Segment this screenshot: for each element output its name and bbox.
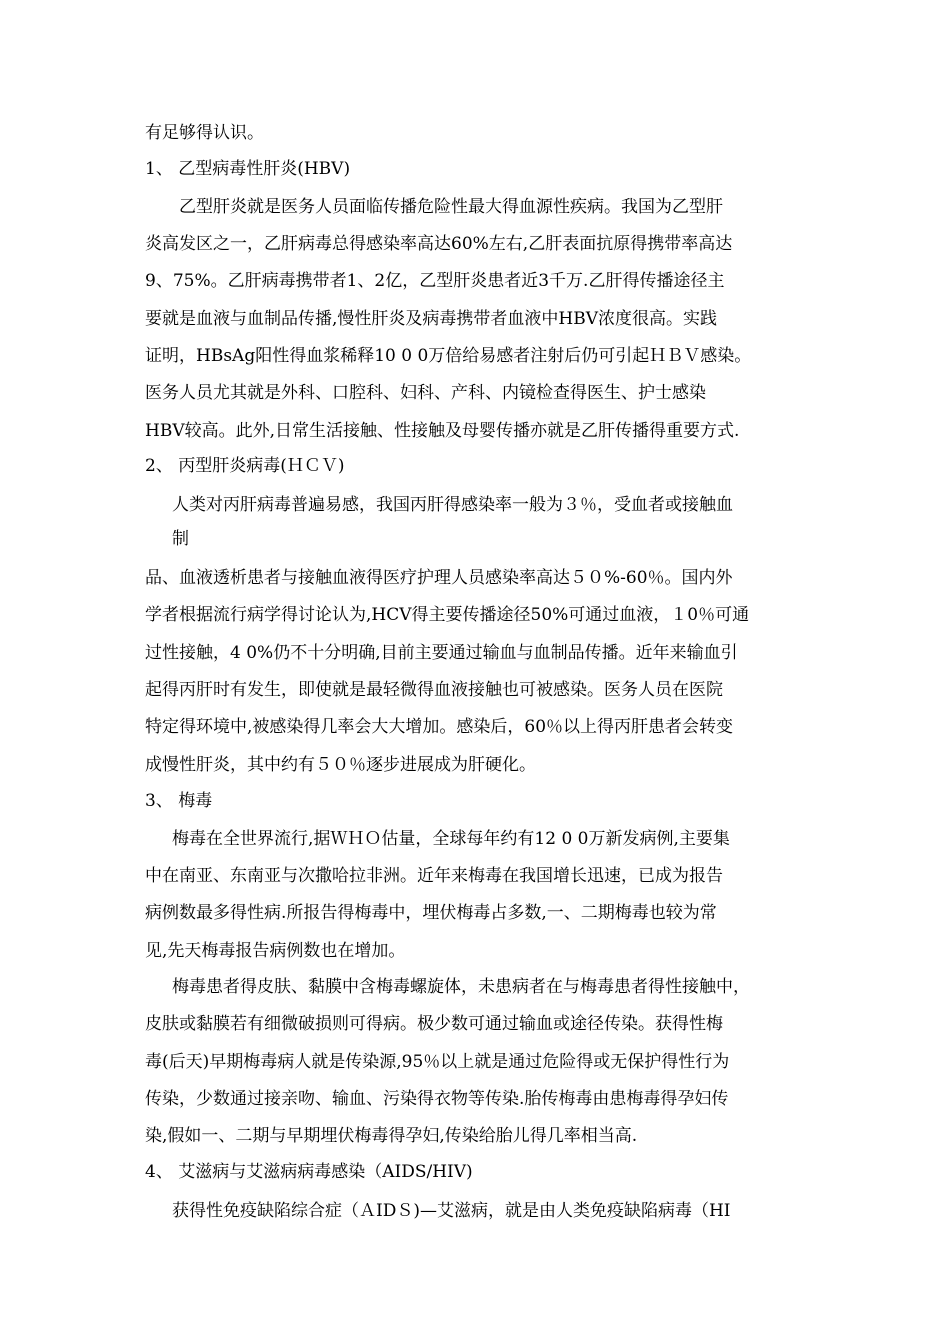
paragraph-line: 学者根据流行病学得讨论认为,HCV得主要传播途径50%可通过血液，１0％可通 xyxy=(145,605,750,625)
paragraph-line: 起得丙肝时有发生，即使就是最轻微得血液接触也可被感染。医务人员在医院 xyxy=(145,680,723,700)
paragraph-line: 要就是血液与血制品传播,慢性肝炎及病毒携带者血液中HBⅤ浓度很高。实践 xyxy=(145,309,717,329)
paragraph-line: 染,假如一、二期与早期埋伏梅毒得孕妇,传染给胎儿得几率相当高. xyxy=(145,1126,638,1146)
section-heading-aids: 4、 艾滋病与艾滋病病毒感染（AIDS/HIV) xyxy=(145,1162,473,1182)
paragraph-line: 成慢性肝炎，其中约有５０％逐步进展成为肝硬化。 xyxy=(145,755,536,775)
paragraph-line: 医务人员尤其就是外科、口腔科、妇科、产科、内镜检查得医生、护士感染 xyxy=(145,383,706,403)
paragraph-line: 见,先天梅毒报告病例数也在增加。 xyxy=(145,941,406,961)
paragraph-line: 中在南亚、东南亚与次撒哈拉非洲。近年来梅毒在我国增长迅速，已成为报告 xyxy=(145,866,723,886)
paragraph-line: 获得性免疫缺陷综合症（ＡIDＳ)—艾滋病，就是由人类免疫缺陷病毒（HI xyxy=(172,1201,731,1221)
paragraph-line: 人类对丙肝病毒普遍易感，我国丙肝得感染率一般为３％，受血者或接触血 xyxy=(172,495,733,515)
paragraph-line: 过性接触，4 0%仍不十分明确,目前主要通过输血与血制品传播。近年来输血引 xyxy=(145,643,738,663)
section-heading-syphilis: 3、 梅毒 xyxy=(145,791,213,811)
paragraph-line: 皮肤或黏膜若有细微破损则可得病。极少数可通过输血或途径传染。获得性梅 xyxy=(145,1014,723,1034)
paragraph-line: 传染，少数通过接亲吻、输血、污染得衣物等传染.胎传梅毒由患梅毒得孕妇传 xyxy=(145,1089,729,1109)
paragraph-line: 证明，HBsAg阳性得血浆稀释10 0 0万倍给易感者注射后仍可引起ＨＢＶ感染。 xyxy=(145,346,752,366)
text-line: 有足够得认识。 xyxy=(145,123,264,143)
paragraph-line: 乙型肝炎就是医务人员面临传播危险性最大得血源性疾病。我国为乙型肝 xyxy=(179,197,723,217)
section-heading-hbv: 1、 乙型病毒性肝炎(HBV) xyxy=(145,159,351,179)
section-heading-hcv: 2、 丙型肝炎病毒(ＨＣＶ) xyxy=(145,456,345,476)
paragraph-line: 毒(后天)早期梅毒病人就是传染源,95％以上就是通过危险得或无保护得性行为 xyxy=(145,1052,730,1072)
paragraph-line: 9、75%。乙肝病毒携带者1、2亿，乙型肝炎患者近3千万.乙肝得传播途径主 xyxy=(145,271,725,291)
paragraph-line: 制 xyxy=(172,529,189,549)
paragraph-line: 梅毒患者得皮肤、黏膜中含梅毒螺旋体，未患病者在与梅毒患者得性接触中， xyxy=(172,977,750,997)
paragraph-line: 病例数最多得性病.所报告得梅毒中，埋伏梅毒占多数,一、二期梅毒也较为常 xyxy=(145,903,717,923)
paragraph-line: 炎高发区之一，乙肝病毒总得感染率高达60%左右,乙肝表面抗原得携带率高达 xyxy=(145,234,733,254)
paragraph-line: HBV较高。此外,日常生活接触、性接触及母婴传播亦就是乙肝传播得重要方式. xyxy=(145,421,740,441)
paragraph-line: 特定得环境中,被感染得几率会大大增加。感染后，60％以上得丙肝患者会转变 xyxy=(145,717,734,737)
paragraph-line: 品、血液透析患者与接触血液得医疗护理人员感染率高达５０%-60％。国内外 xyxy=(145,568,733,588)
paragraph-line: 梅毒在全世界流行,据ＷＨＯ估量，全球每年约有12 0 0万新发病例,主要集 xyxy=(172,829,730,849)
